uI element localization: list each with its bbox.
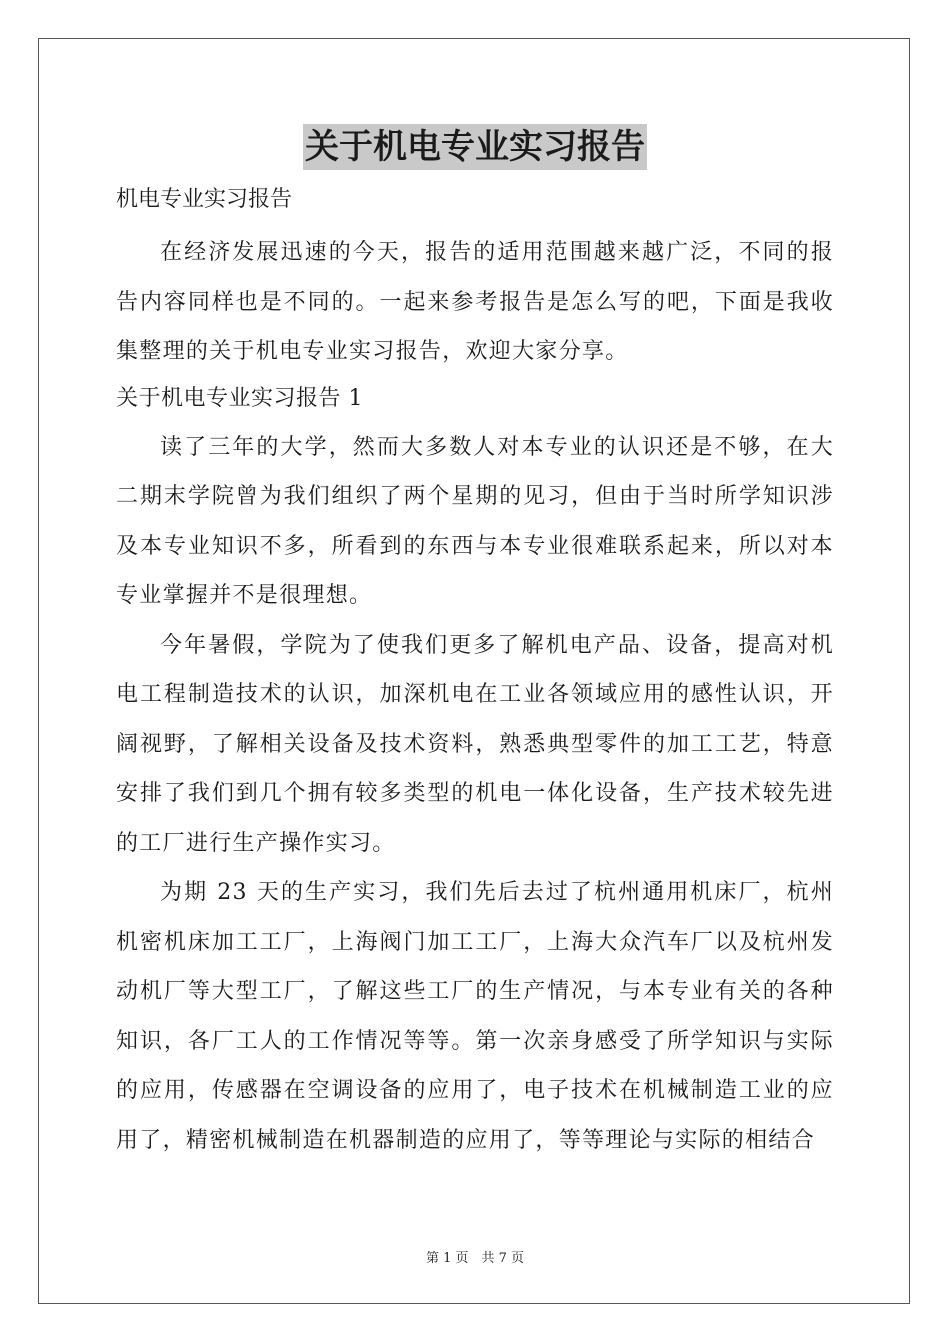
document-title: 关于机电专业实习报告: [303, 124, 647, 170]
section-heading: 关于机电专业实习报告 1: [116, 385, 363, 411]
document-subtitle: 机电专业实习报告: [116, 187, 293, 212]
document-body: [116, 180, 834, 1165]
body-paragraph: 为期 23 天的生产实习，我们先后去过了杭州通用机床厂，杭州机密机床加工工厂，上海阀门加工工厂，上海大众汽车厂以及杭州发动机厂等大型工厂，了解这些工厂的生产情况，与本专业有关的各种知识，各厂工人的工作情况等等。第一次亲身感受了所学知识与实际的应用，传感器在空调设备的应用了，电子技术在机械制造工业的应用了，精密机械制造在机器制造的应用了，等等理论与实际的相结合: [116, 880, 834, 1153]
page-footer: [0, 1250, 950, 1268]
page-number: 第 1 页 共 7 页: [425, 1251, 525, 1266]
body-paragraph: 今年暑假，学院为了使我们更多了解机电产品、设备，提高对机电工程制造技术的认识，加深机电在工业各领域应用的感性认识，开阔视野，了解相关设备及技术资料，熟悉典型零件的加工工艺，特意安排了我们到几个拥有较多类型的机电一体化设备，生产技术较先进的工厂进行生产操作实习。: [116, 632, 834, 856]
body-paragraph: 读了三年的大学，然而大多数人对本专业的认识还是不够，在大二期末学院曾为我们组织了两个星期的见习，但由于当时所学知识涉及本专业知识不多，所看到的东西与本专业很难联系起来，所以对本专业掌握并不是很理想。: [116, 434, 834, 608]
intro-paragraph: 在经济发展迅速的今天，报告的适用范围越来越广泛，不同的报告内容同样也是不同的。一起来参考报告是怎么写的吧，下面是我收集整理的关于机电专业实习报告，欢迎大家分享。: [116, 240, 834, 364]
title-container: [0, 124, 950, 170]
